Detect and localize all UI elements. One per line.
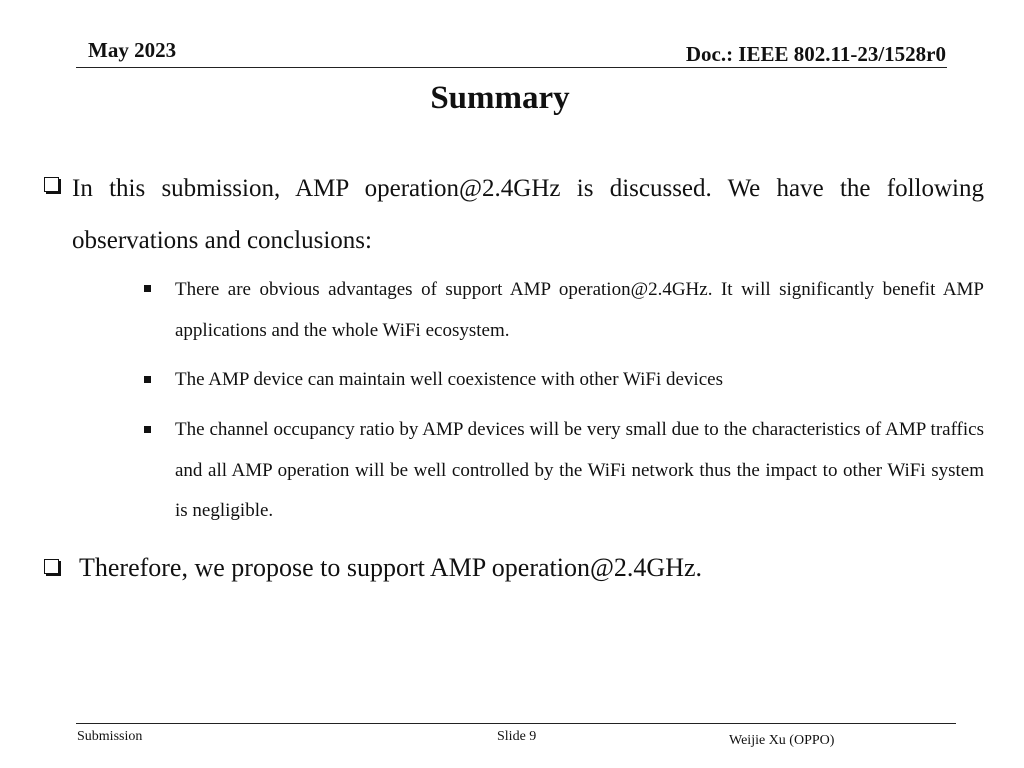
footer-author: Weijie Xu (OPPO) [729, 733, 835, 748]
footer-slide-number: Slide 9 [497, 729, 537, 744]
footer-divider [76, 723, 956, 724]
square-bullet-icon [144, 376, 151, 383]
checkbox-bullet-icon [44, 177, 59, 192]
header-date: May 2023 [88, 38, 177, 62]
sub-point-3: The channel occupancy ratio by AMP devices will be very small due to the characteristics of AMP traffics and all AMP operation will be well controlled by the WiFi network thus the impact to other WiFi system is negligible. [175, 419, 984, 521]
main-point-text: In this submission, AMP operation@2.4GHz is discussed. We have the following observations and conclusions: [72, 175, 984, 254]
slide-title: Summary [430, 80, 570, 116]
sub-point-2: The AMP device can maintain well coexistence with other WiFi devices [175, 369, 723, 390]
footer-submission: Submission [77, 729, 143, 744]
header-divider [76, 67, 947, 68]
square-bullet-icon [144, 285, 151, 292]
header-doc-id: Doc.: IEEE 802.11-23/1528r0 [685, 42, 946, 66]
square-bullet-icon [144, 426, 151, 433]
checkbox-bullet-icon [44, 559, 59, 574]
sub-point-1: There are obvious advantages of support AMP operation@2.4GHz. It will significantly benefit AMP applications and the whole WiFi ecosystem. [175, 279, 984, 341]
conclusion-text: Therefore, we propose to support AMP operation@2.4GHz. [79, 553, 703, 582]
